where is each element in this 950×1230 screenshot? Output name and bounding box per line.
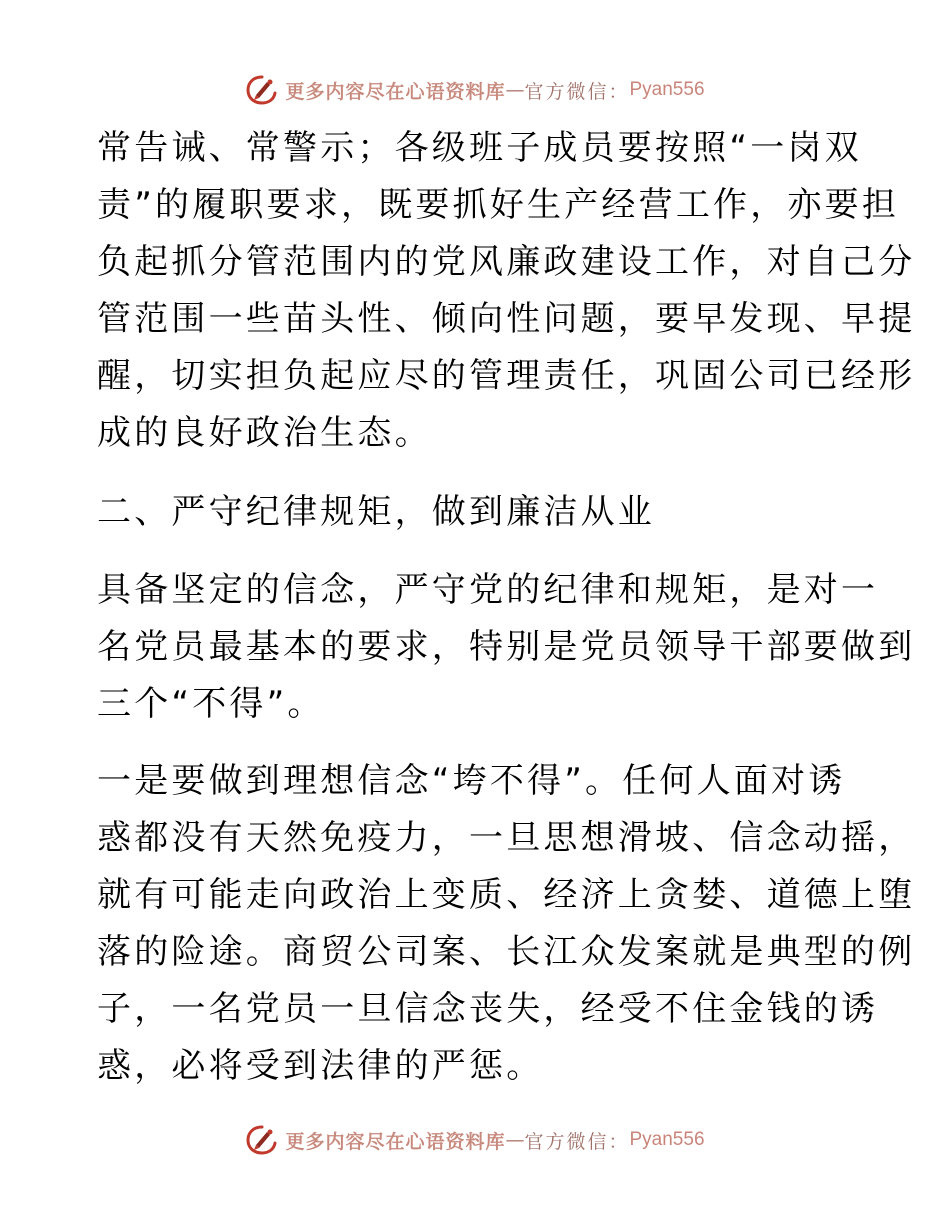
paragraph-3-line-3: 就有可能走向政治上变质、经济上贪婪、道德上堕 — [97, 875, 916, 915]
watermark-official-label: 官方微信： — [524, 1130, 630, 1153]
watermark-wechat-id: Pyan556 — [629, 79, 705, 100]
paragraph-3-line-4: 落的险途。商贸公司案、长江众发案就是典型的例 — [97, 932, 916, 972]
paragraph-2-line-3: 三个“不得”。 — [97, 684, 325, 724]
paragraph-3-line-2: 惑都没有天然免疫力，一旦思想滑坡、信念动摇， — [97, 818, 916, 858]
paragraph-1-line-6: 成的良好政治生态。 — [97, 413, 432, 453]
watermark-separator: — — [505, 1129, 525, 1151]
paragraph-1-line-3: 负起抓分管范围内的党风廉政建设工作，对自己分 — [97, 242, 916, 282]
paragraph-1-line-5: 醒，切实担负起应尽的管理责任，巩固公司已经形 — [97, 356, 916, 396]
paragraph-1-line-4: 管范围一些苗头性、倾向性问题，要早发现、早提 — [97, 299, 916, 339]
pen-swoosh-logo-icon — [245, 1123, 279, 1157]
paragraph-1-line-1: 常告诫、常警示；各级班子成员要按照“一岗双 — [97, 128, 862, 168]
pen-swoosh-logo-icon — [245, 73, 279, 107]
section-heading: 二、严守纪律规矩，做到廉洁从业 — [97, 492, 655, 532]
paragraph-3-line-1: 一是要做到理想信念“垮不得”。任何人面对诱 — [97, 761, 846, 801]
watermark-separator: — — [505, 79, 525, 101]
paragraph-2-line-2: 名党员最基本的要求，特别是党员领导干部要做到 — [97, 627, 916, 667]
watermark-brand-text: 更多内容尽在心语资料库 — [285, 80, 506, 103]
paragraph-2-line-1: 具备坚定的信念，严守党的纪律和规矩，是对一 — [97, 570, 879, 610]
paragraph-1-line-2: 责”的履职要求，既要抓好生产经营工作，亦要担 — [97, 185, 900, 225]
watermark-wechat-id: Pyan556 — [629, 1129, 705, 1150]
header-watermark-banner — [0, 70, 950, 110]
paragraph-3-line-5: 子，一名党员一旦信念丧失，经受不住金钱的诱 — [97, 989, 879, 1029]
watermark-brand-text: 更多内容尽在心语资料库 — [285, 1130, 506, 1153]
watermark-official-label: 官方微信： — [524, 80, 630, 103]
footer-watermark-banner — [0, 1120, 950, 1160]
paragraph-3-line-6: 惑，必将受到法律的严惩。 — [97, 1046, 544, 1086]
